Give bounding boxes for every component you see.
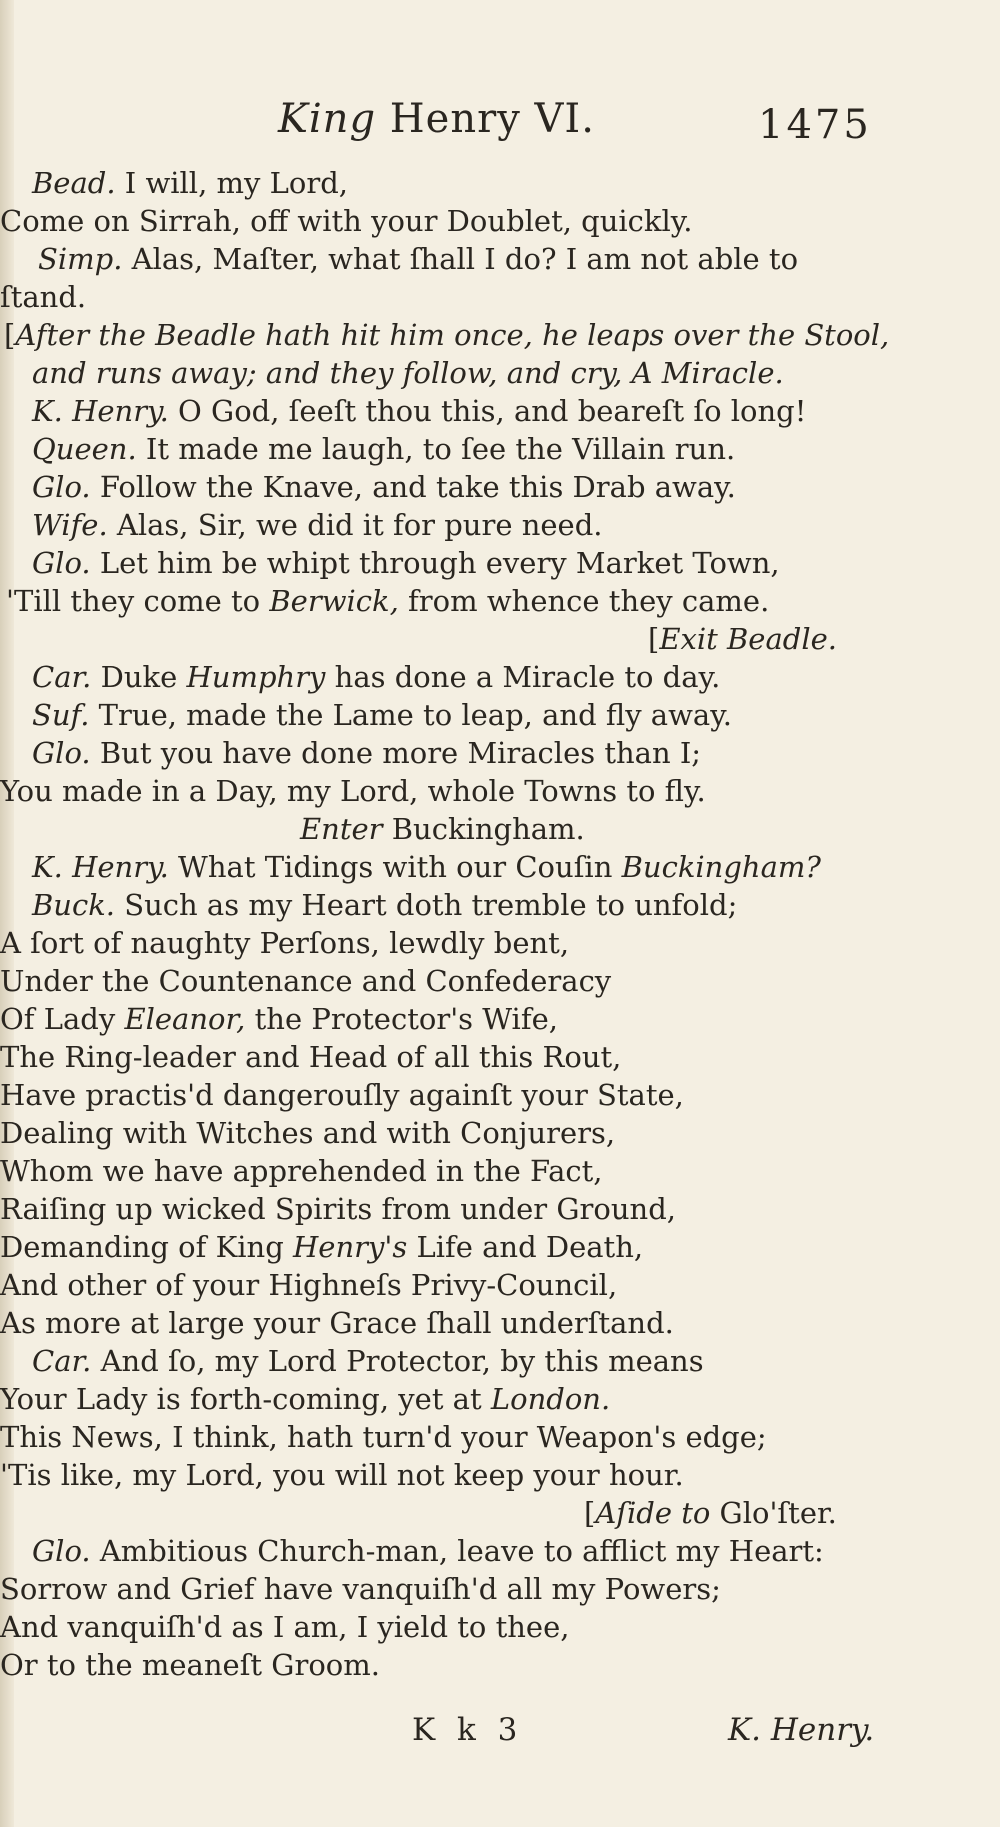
- text-line: [32, 886, 737, 924]
- italic-segment: Berwick,: [269, 584, 399, 618]
- italic-segment: K. Henry.: [32, 394, 169, 428]
- text-segment: 'Tis like, my Lord, you will not keep your hour.: [0, 1458, 684, 1492]
- text-segment: And vanquiſh'd as I am, I yield to thee,: [0, 1610, 570, 1644]
- text-segment: Alas, Maſter, what ſhall I do? I am not able to: [122, 242, 799, 276]
- text-segment: has done a Miracle to day.: [325, 660, 721, 694]
- italic-segment: Eleanor,: [124, 1002, 246, 1036]
- text-line: [0, 278, 86, 316]
- italic-segment: Bead.: [32, 166, 116, 200]
- text-segment: The Ring-leader and Head of all this Rout,: [0, 1040, 622, 1074]
- text-line: [32, 544, 780, 582]
- text-segment: [: [648, 622, 660, 656]
- text-segment: This News, I think, hath turn'd your Weapon's edge;: [0, 1420, 767, 1454]
- italic-segment: London.: [490, 1382, 611, 1416]
- text-line: [32, 468, 736, 506]
- text-line: [38, 240, 798, 278]
- text-segment: O God, ſeeſt thou this, and beareſt ſo long!: [168, 394, 807, 428]
- text-segment: And ſo, my Lord Protector, by this means: [91, 1344, 704, 1378]
- italic-segment: and runs away; and they follow, and cry, A Miracle.: [32, 356, 784, 390]
- italic-segment: K. Henry.: [32, 850, 169, 884]
- text-segment: Buckingham.: [382, 812, 585, 846]
- text-segment: Of Lady: [0, 1002, 125, 1036]
- italic-segment: Buckingham?: [621, 850, 821, 884]
- text-segment: Come on Sirrah, off with your Doublet, quickly.: [0, 204, 693, 238]
- text-line: [0, 1608, 569, 1646]
- text-segment: Dealing with Witches and with Conjurers,: [0, 1116, 616, 1150]
- text-line: [32, 430, 735, 468]
- text-line: [0, 1190, 676, 1228]
- text-segment: Raiſing up wicked Spirits from under Ground,: [0, 1192, 677, 1226]
- page-gutter: [0, 0, 14, 1827]
- text-line: [0, 924, 569, 962]
- text-line: [32, 506, 603, 544]
- italic-segment: Glo.: [32, 470, 91, 504]
- text-line: [32, 354, 784, 392]
- text-segment: ſtand.: [0, 280, 87, 314]
- text-segment: Ambitious Church-man, leave to afflict my Heart:: [90, 1534, 824, 1568]
- text-segment: Your Lady is forth-coming, yet at: [0, 1382, 491, 1416]
- italic-segment: Car.: [32, 1344, 92, 1378]
- text-segment: [: [584, 1496, 596, 1530]
- italic-segment: Aſide to: [595, 1496, 711, 1530]
- text-line: [300, 810, 585, 848]
- text-line: [0, 772, 706, 810]
- page-number: 1475: [758, 102, 872, 148]
- text-line: [0, 1304, 674, 1342]
- italic-segment: Simp.: [38, 242, 123, 276]
- text-segment: Under the Countenance and Confederacy: [0, 964, 612, 998]
- italic-segment: Glo.: [32, 546, 91, 580]
- italic-segment: Glo.: [32, 736, 91, 770]
- italic-segment: Exit Beadle.: [659, 622, 837, 656]
- running-title: [278, 96, 595, 142]
- text-line: [0, 1038, 621, 1076]
- text-segment: from whence they came.: [398, 584, 770, 618]
- text-segment: Whom we have apprehended in the Fact,: [0, 1154, 603, 1188]
- text-segment: Such as my Heart doth tremble to unfold;: [115, 888, 738, 922]
- italic-segment: After the Beadle hath hit him once, he leaps over the Stool,: [15, 318, 890, 352]
- italic-segment: Buck.: [32, 888, 116, 922]
- text-line: [32, 696, 732, 734]
- text-segment: You made in a Day, my Lord, whole Towns to fly.: [0, 774, 706, 808]
- text-line: [0, 1418, 767, 1456]
- text-line: [4, 316, 889, 354]
- text-line: [0, 1456, 684, 1494]
- italic-segment: Humphry: [186, 660, 326, 694]
- text-segment: It made me laugh, to ſee the Villain run.: [136, 432, 736, 466]
- text-segment: What Tidings with our Couſin: [168, 850, 622, 884]
- italic-segment: Queen.: [32, 432, 137, 466]
- text-line: [0, 1000, 558, 1038]
- text-segment: Demanding of King: [0, 1230, 293, 1264]
- italic-segment: Wife.: [32, 508, 108, 542]
- page-footer: [0, 1712, 1000, 1752]
- text-line: [32, 734, 701, 772]
- text-line: [0, 1646, 380, 1684]
- catchword: K. Henry.: [728, 1712, 875, 1748]
- italic-segment: Henry's: [293, 1230, 408, 1264]
- text-segment: the Protector's Wife,: [245, 1002, 558, 1036]
- text-line: [32, 658, 720, 696]
- text-segment: As more at large your Grace ſhall underſtand.: [0, 1306, 674, 1340]
- text-segment: True, made the Lame to leap, and fly away.: [89, 698, 732, 732]
- text-segment: Alas, Sir, we did it for pure need.: [107, 508, 603, 542]
- text-line: [0, 1380, 610, 1418]
- text-segment: Or to the meaneſt Groom.: [0, 1648, 380, 1682]
- text-line: [32, 848, 821, 886]
- text-segment: But you have done more Miracles than I;: [90, 736, 702, 770]
- text-line: [32, 1342, 704, 1380]
- text-line: [0, 1266, 617, 1304]
- text-line: [648, 620, 837, 658]
- text-line: [32, 1532, 824, 1570]
- signature-mark: K k 3: [412, 1712, 524, 1748]
- italic-segment: Car.: [32, 660, 92, 694]
- text-segment: Let him be whipt through every Market Town,: [90, 546, 780, 580]
- text-line: [0, 1114, 615, 1152]
- text-segment: Life and Death,: [407, 1230, 644, 1264]
- text-line: [32, 392, 806, 430]
- text-line: [0, 962, 611, 1000]
- italic-segment: Suf.: [32, 698, 90, 732]
- text-segment: Duke: [91, 660, 187, 694]
- text-line: [0, 1076, 684, 1114]
- text-segment: 'Till they come to: [6, 584, 270, 618]
- running-title-italic: King: [278, 96, 377, 142]
- text-segment: I will, my Lord,: [115, 166, 348, 200]
- page-header: [0, 96, 1000, 156]
- text-segment: And other of your Highneſs Privy-Council,: [0, 1268, 618, 1302]
- text-segment: A ſort of naughty Perſons, lewdly bent,: [0, 926, 570, 960]
- text-segment: Glo'ſter.: [710, 1496, 837, 1530]
- text-segment: [: [4, 318, 16, 352]
- text-line: [0, 1228, 643, 1266]
- text-line: [6, 582, 769, 620]
- italic-segment: Glo.: [32, 1534, 91, 1568]
- text-line: [0, 202, 693, 240]
- text-line: [584, 1494, 837, 1532]
- text-segment: Sorrow and Grief have vanquiſh'd all my Powers;: [0, 1572, 721, 1606]
- text-line: [0, 1152, 603, 1190]
- text-line: [32, 164, 348, 202]
- text-segment: Have practis'd dangerouſly againſt your State,: [0, 1078, 684, 1112]
- italic-segment: Enter: [300, 812, 383, 846]
- text-line: [0, 1570, 721, 1608]
- running-title-rest: Henry VI.: [389, 96, 595, 142]
- text-segment: Follow the Knave, and take this Drab away.: [90, 470, 736, 504]
